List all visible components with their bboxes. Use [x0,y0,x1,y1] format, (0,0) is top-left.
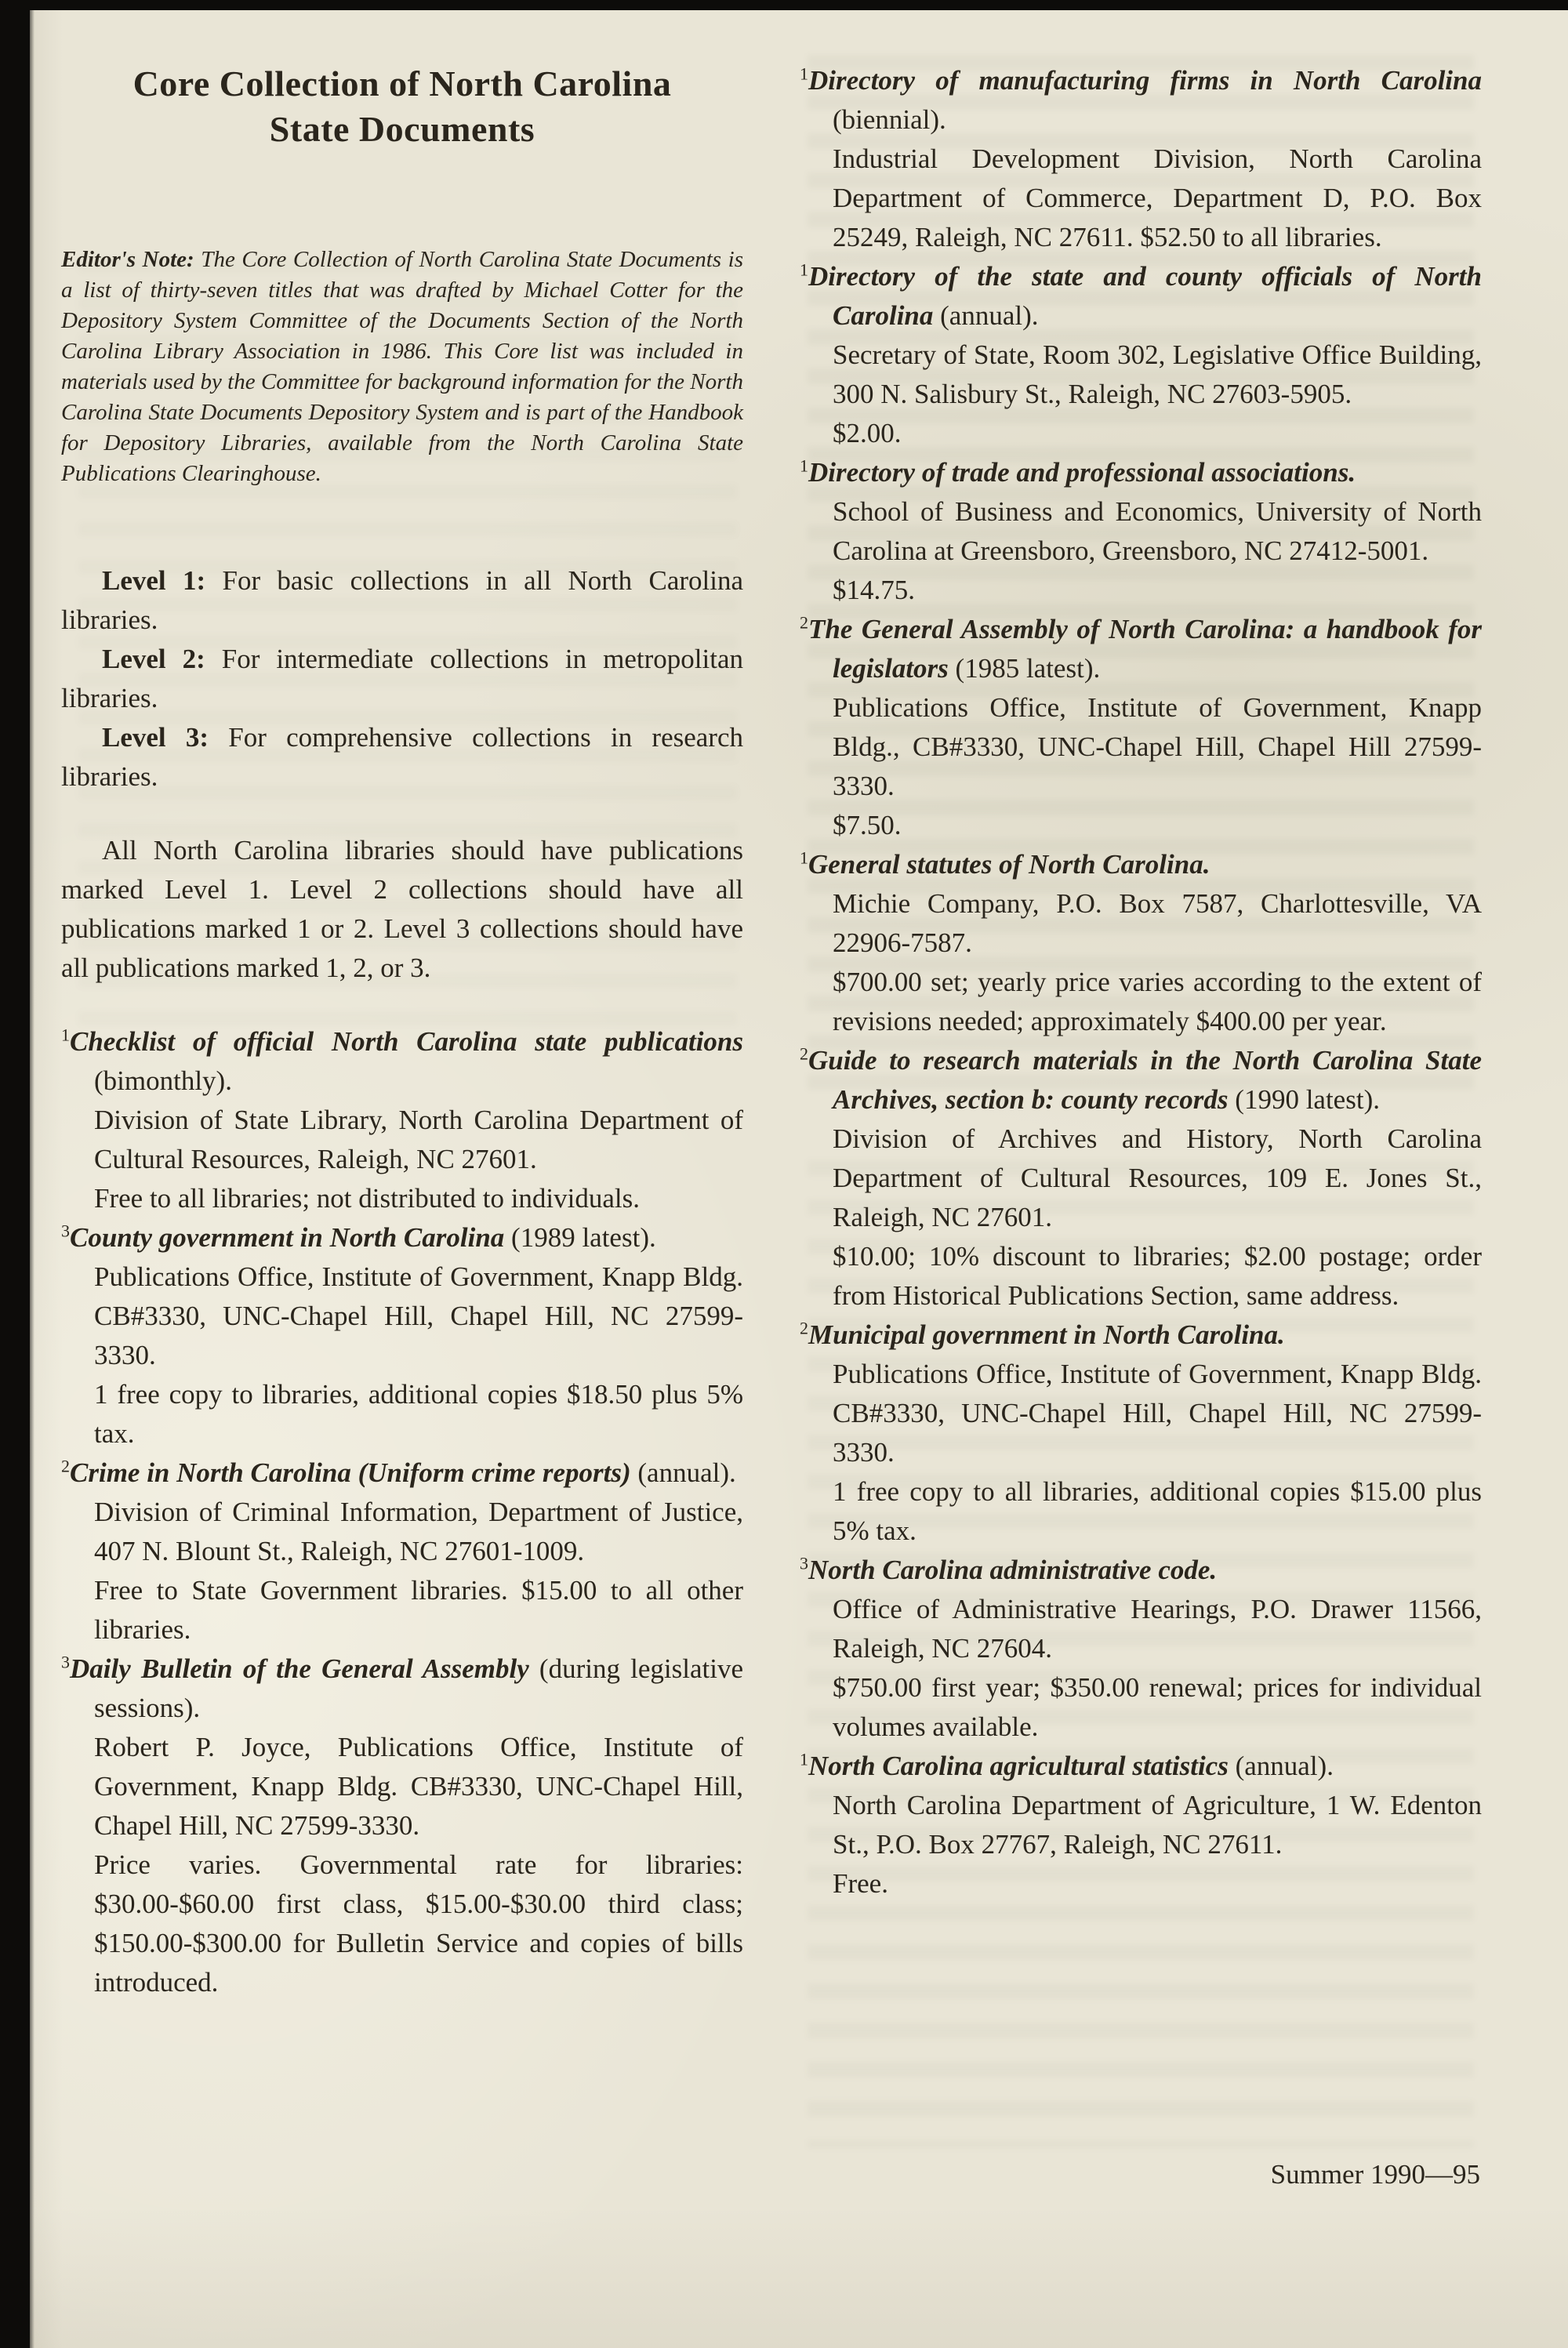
entry-heading [800,610,1482,688]
entry-title: Checklist of official North Carolina state publications [70,1026,743,1057]
entry-title: Daily Bulletin of the General Assembly [70,1653,529,1684]
entry-level-superscript: 1 [800,64,808,84]
entry-heading [800,1747,1482,1786]
entry-source: Division of Archives and History, North Carolina Department of Cultural Resources, 109 E. Jones St., Raleigh, NC 27601. [833,1123,1482,1232]
entry-title-qualifier: (1985 latest). [948,653,1101,684]
entry-title: Crime in North Carolina (Uniform crime reports) [70,1457,631,1488]
article-title-line1: Core Collection of North Carolina [132,64,672,103]
level-label: Level 1: [102,565,206,596]
entry-heading [800,1041,1482,1120]
entry-heading [800,1316,1482,1355]
entry-title: Directory of manufacturing firms in North Carolina [808,65,1482,96]
entries-left [61,1022,743,2002]
entry-source: Robert P. Joyce, Publications Office, Institute of Government, Knapp Bldg. CB#3330, UNC-Chapel Hill, Chapel Hill, NC 27599-3330. [94,1732,743,1841]
page-footer: Summer 1990—95 [1270,2159,1480,2190]
entry-price: Free to State Government libraries. $15.00 to all other libraries. [94,1575,743,1645]
entry-price: 1 free copy to all libraries, additional copies $15.00 plus 5% tax. [833,1476,1482,1546]
entry-price: Price varies. Governmental rate for libraries: $30.00-$60.00 first class, $15.00-$30.00 third class; $150.00-$300.00 for Bulletin Service and copies of bills introduced. [94,1849,743,1998]
entry-title: Municipal government in North Carolina. [808,1319,1285,1350]
entry [61,1022,743,1218]
scan-edge-left [0,0,30,2348]
entry [800,610,1482,845]
level-definition [61,640,743,718]
entry-heading [800,453,1482,492]
editors-note-lead: Editor's Note: [61,247,194,272]
entry-source: Division of State Library, North Carolina Department of Cultural Resources, Raleigh, NC 27601. [94,1105,743,1174]
entry-title: Guide to research materials in the North Carolina State Archives, section b: county records [808,1045,1482,1115]
entry-price: $7.50. [833,810,902,840]
right-column [800,61,1482,2002]
entry-price: $14.75. [833,575,915,605]
left-column [61,61,743,2002]
entry-heading [800,1551,1482,1590]
entry-heading [61,1218,743,1257]
entry [61,1453,743,1649]
entry-price: $10.00; 10% discount to libraries; $2.00 postage; order from Historical Publications Section, same address. [833,1241,1482,1311]
entry-title: The General Assembly of North Carolina: a handbook for legislators [808,614,1482,684]
entry [800,1316,1482,1551]
entry-title: Directory of the state and county officials of North Carolina [808,261,1482,331]
article-title-line2: State Documents [269,109,535,149]
entry-heading [61,1649,743,1728]
entry-price: 1 free copy to libraries, additional copies $18.50 plus 5% tax. [94,1379,743,1449]
level-label: Level 2: [102,644,205,674]
entry [61,1218,743,1453]
entry-title-qualifier: (annual). [933,300,1039,331]
entry [800,845,1482,1041]
entry-title: North Carolina agricultural statistics [808,1751,1229,1781]
level-text: For basic collections in all North Carolina libraries. [61,565,744,635]
entry-source: North Carolina Department of Agriculture, 1 W. Edenton St., P.O. Box 27767, Raleigh, NC 27611. [833,1790,1482,1860]
entry-source: Publications Office, Institute of Government, Knapp Bldg. CB#3330, UNC-Chapel Hill, Chapel Hill, NC 27599-3330. [94,1261,743,1370]
entry-level-superscript: 3 [61,1652,70,1672]
entry-level-superscript: 1 [800,1749,808,1769]
entry-source: Secretary of State, Room 302, Legislative Office Building, 300 N. Salisbury St., Raleigh, NC 27603-5905. [833,339,1482,409]
entry-heading [800,845,1482,884]
entry-title-qualifier: (1989 latest). [504,1222,656,1253]
entry-level-superscript: 3 [61,1221,70,1241]
entry-heading [61,1022,743,1101]
entries-right [800,61,1482,1903]
entry [800,61,1482,257]
entry-price: Free to all libraries; not distributed to individuals. [94,1183,641,1214]
entry-source: Office of Administrative Hearings, P.O. Drawer 11566, Raleigh, NC 27604. [833,1594,1482,1664]
entry-level-superscript: 3 [800,1553,808,1573]
entry-heading [800,257,1482,336]
entry-title-qualifier: (1990 latest). [1228,1084,1380,1115]
entry-source: Publications Office, Institute of Government, Knapp Bldg. CB#3330, UNC-Chapel Hill, Chapel Hill, NC 27599-3330. [833,1359,1482,1468]
entry-title: General statutes of North Carolina. [808,849,1210,880]
entry-title: Directory of trade and professional associations. [808,457,1356,488]
intro-paragraph: All North Carolina libraries should have publications marked Level 1. Level 2 collections should have all publications marked 1 or 2. Level 3 collections should have all publications marked 1, 2, or 3. [61,835,743,983]
level-label: Level 3: [102,722,209,753]
level-definitions [61,561,743,797]
entry-title-qualifier: (annual). [1228,1751,1334,1781]
level-text: For comprehensive collections in research libraries. [61,722,743,792]
editors-note [61,245,743,489]
entry-title: County government in North Carolina [70,1222,505,1253]
entry-heading [800,61,1482,140]
entry [61,1649,743,2002]
entry-source: Michie Company, P.O. Box 7587, Charlottesville, VA 22906-7587. [833,888,1482,958]
entry-level-superscript: 1 [800,259,808,280]
entry-level-superscript: 2 [800,1318,808,1338]
entry [800,453,1482,610]
entry [800,1747,1482,1903]
article-title [61,61,743,152]
entry-level-superscript: 1 [61,1025,70,1045]
page-content [61,0,1482,2002]
entry [800,257,1482,453]
entry-level-superscript: 2 [800,1043,808,1064]
entry-heading [61,1453,743,1493]
editors-note-text: The Core Collection of North Carolina State Documents is a list of thirty-seven titles that was drafted by Michael Cotter for the Depository System Committee of the Documents Section of the North Carolina Library Association in 1986. This Core list was included in materials used by the Committee for background information for the North Carolina State Documents Depository System and is part of the Handbook for Depository Libraries, available from the North Carolina State Publications Clearinghouse. [61,247,743,486]
entry-level-superscript: 1 [800,847,808,868]
level-text: For intermediate collections in metropolitan libraries. [61,644,743,713]
entry-price: $2.00. [833,418,902,448]
entry-source: Publications Office, Institute of Government, Knapp Bldg., CB#3330, UNC-Chapel Hill, Chapel Hill 27599-3330. [833,692,1482,801]
entry [800,1041,1482,1316]
level-definition [61,561,743,640]
entry-source: School of Business and Economics, University of North Carolina at Greensboro, Greensboro, NC 27412-5001. [833,496,1482,566]
entry-source: Division of Criminal Information, Department of Justice, 407 N. Blount St., Raleigh, NC 27601-1009. [94,1497,743,1566]
entry-title: North Carolina administrative code. [808,1555,1218,1585]
entry-level-superscript: 1 [800,455,808,476]
entry-title-qualifier: (annual). [630,1457,736,1488]
entry-price: $750.00 first year; $350.00 renewal; prices for individual volumes available. [833,1672,1482,1742]
entry-price: Free. [833,1868,888,1899]
entry-level-superscript: 2 [800,612,808,633]
entry-source: Industrial Development Division, North Carolina Department of Commerce, Department D, P.O. Box 25249, Raleigh, NC 27611. $52.50 to all libraries. [833,143,1482,252]
entry [800,1551,1482,1747]
entry-title-qualifier: (during legislative sessions). [94,1653,743,1723]
entry-title-qualifier: (biennial). [833,104,946,135]
entry-level-superscript: 2 [61,1456,70,1476]
level-definition [61,718,743,797]
entry-title-qualifier: (bimonthly). [94,1065,232,1096]
entry-price: $700.00 set; yearly price varies according to the extent of revisions needed; approximately $400.00 per year. [833,967,1482,1036]
